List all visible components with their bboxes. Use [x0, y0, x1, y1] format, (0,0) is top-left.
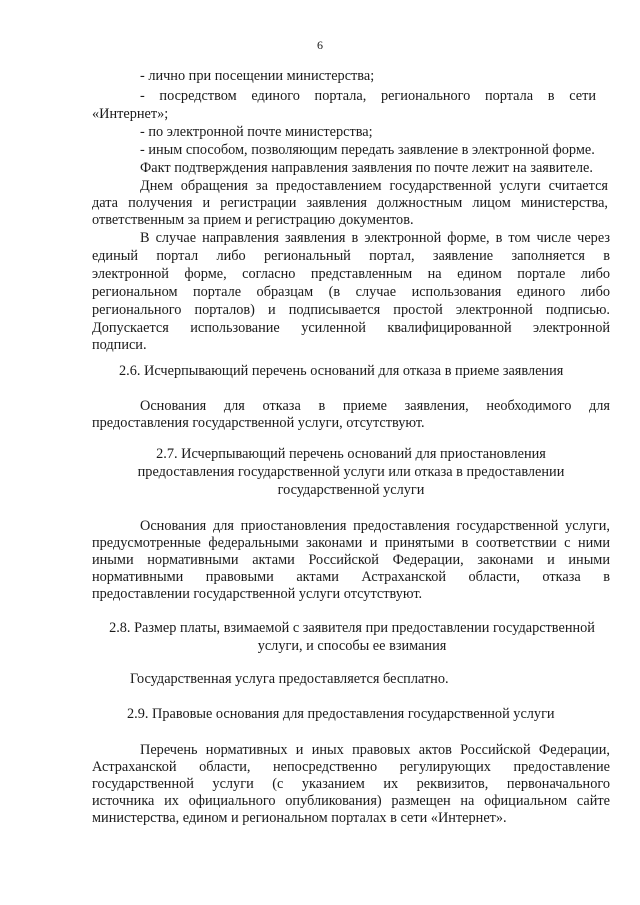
paragraph-line: Допускается использование усиленной квалифицированной электронной [92, 320, 610, 336]
paragraph-line: Астраханской области, непосредственно регулирующих предоставление [92, 759, 610, 775]
paragraph-line: иными нормативными актами Российской Федерации, законами и иными [92, 552, 610, 568]
list-item: - иным способом, позволяющим передать заявление в электронной форме. [140, 142, 595, 158]
paragraph-line: дата получения и регистрации заявления должностным лицом министерства, [92, 195, 608, 211]
page-number: 6 [317, 38, 323, 52]
list-item: - посредством единого портала, регионального портала в сети [140, 88, 596, 104]
paragraph-line: электронной форме, согласно представленным на едином портале либо [92, 266, 610, 282]
paragraph-line: Днем обращения за предоставлением государственной услуги считается [140, 178, 608, 194]
paragraph-line: В случае направления заявления в электронной форме, в том числе через [140, 230, 610, 246]
paragraph-line: предоставления государственной услуги, отсутствуют. [92, 415, 425, 431]
paragraph-line: министерства, едином и региональном порталах в сети «Интернет». [92, 810, 507, 826]
paragraph-line: источника их официального опубликования) размещен на официальном сайте [92, 793, 610, 809]
section-heading: 2.8. Размер платы, взимаемой с заявителя при предоставлении государственной [109, 620, 595, 636]
section-heading: 2.7. Исчерпывающий перечень оснований для приостановления [156, 446, 546, 462]
paragraph-line: предоставлении государственной услуги отсутствуют. [92, 586, 423, 602]
section-heading: услуги, и способы ее взимания [257, 638, 447, 654]
section-heading: государственной услуги [277, 482, 425, 498]
section-heading: 2.6. Исчерпывающий перечень оснований для отказа в приеме заявления [119, 363, 564, 379]
paragraph-line: Государственная услуга предоставляется бесплатно. [130, 671, 449, 687]
paragraph-line: регионального порталов) и подписывается простой электронной подписью. [92, 302, 610, 318]
section-heading: предоставления государственной услуги или отказа в предоставлении [137, 464, 565, 480]
section-heading: 2.9. Правовые основания для предоставления государственной услуги [127, 706, 555, 722]
paragraph-line: государственной услуги (с указанием их реквизитов, первоначального [92, 776, 610, 792]
paragraph-line: Основания для приостановления предоставления государственной услуги, [140, 518, 610, 534]
paragraph-line: единый портал либо региональный портал, заявление заполняется в [92, 248, 610, 264]
list-item: - лично при посещении министерства; [140, 68, 375, 84]
paragraph-line: ответственным за прием и регистрацию документов. [92, 212, 414, 228]
list-item: - по электронной почте министерства; [140, 124, 373, 140]
paragraph-line: Перечень нормативных и иных правовых актов Российской Федерации, [140, 742, 610, 758]
paragraph-line: Факт подтверждения направления заявления по почте лежит на заявителе. [140, 160, 593, 176]
paragraph-line: Основания для отказа в приеме заявления, необходимого для [140, 398, 610, 414]
paragraph-line: нормативными правовыми актами Астраханской области, отказа в [92, 569, 610, 585]
paragraph-line: региональном портале образцам (в случае использования единого либо [92, 284, 610, 300]
paragraph-line: подписи. [92, 337, 147, 353]
list-item-continuation: «Интернет»; [92, 106, 169, 122]
paragraph-line: предусмотренные федеральными законами и принятыми в соответствии с ними [92, 535, 610, 551]
